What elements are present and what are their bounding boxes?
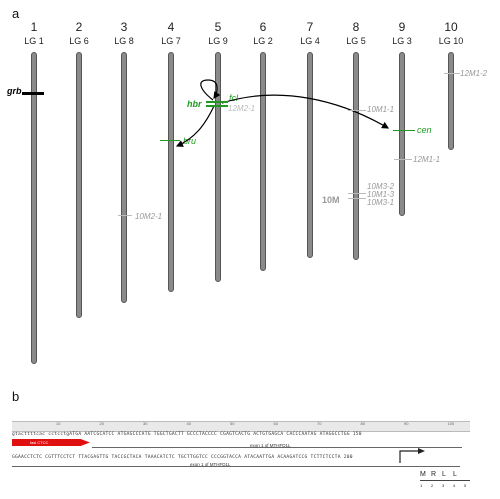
gene-fcl-label: fcl — [229, 93, 238, 103]
amino-acid-number-1: 1 — [420, 483, 423, 488]
chromosome-10 — [448, 52, 454, 150]
marker-12M2-1-label: 12M2-1 — [228, 104, 256, 113]
chromosome-6 — [260, 52, 266, 271]
amino-acid-4: L — [453, 471, 457, 478]
gene-grb-label: grb — [7, 86, 22, 96]
linkage-group-label-3: LG 8 — [114, 36, 134, 46]
ruler-tick-90: 90 — [404, 421, 409, 426]
linkage-group-label-5: LG 9 — [208, 36, 228, 46]
marker-10M1-1-tick — [348, 110, 366, 111]
chromosome-number-3: 3 — [120, 20, 128, 34]
marker-10M3-1-label: 10M3-1 — [367, 198, 395, 207]
insertion-label: fasl CTCC — [30, 440, 49, 445]
chromosome-5 — [215, 52, 221, 282]
ruler-tick-80: 80 — [360, 421, 365, 426]
chromosome-number-8: 8 — [352, 20, 360, 34]
fcl-locus-bar — [206, 105, 228, 107]
chromosome-2 — [76, 52, 82, 318]
chromosome-number-7: 7 — [306, 20, 314, 34]
chromosome-number-10: 10 — [444, 20, 458, 34]
marker-12M1-2-label: 12M1-2 — [460, 69, 488, 78]
marker-10M1-1-label: 10M1-1 — [367, 105, 395, 114]
bru-locus-tick — [160, 140, 180, 141]
amino-acid-number-5: 5 — [464, 483, 467, 488]
marker-10M2-1-label: 10M2-1 — [135, 212, 163, 221]
marker-10M2-1-tick — [118, 215, 132, 216]
chromosome-3 — [121, 52, 127, 303]
chromosome-9 — [399, 52, 405, 216]
ruler-tick-40: 40 — [186, 421, 191, 426]
chromosome-8 — [353, 52, 359, 260]
marker-10M-tick-1 — [348, 193, 366, 194]
panel-b-label: b — [12, 389, 20, 404]
amino-acid-number-4: 4 — [453, 483, 456, 488]
chromosome-number-6: 6 — [259, 20, 267, 34]
marker-10M-label: 10M — [322, 195, 340, 205]
amino-acid-2: R — [431, 471, 437, 478]
marker-10M3-2-label: 10M3-2 — [367, 182, 395, 191]
ruler-tick-70: 70 — [317, 421, 322, 426]
chromosome-number-2: 2 — [75, 20, 83, 34]
linkage-group-label-4: LG 7 — [161, 36, 181, 46]
gene-bru-label: bru — [183, 136, 197, 146]
ruler-tick-50: 50 — [230, 421, 235, 426]
exon-label-2: exon 1 of MTHFD1L — [190, 462, 231, 467]
amino-acid-number-3: 3 — [442, 483, 445, 488]
insertion-arrow — [12, 439, 90, 446]
chromosome-number-5: 5 — [214, 20, 222, 34]
linkage-group-label-2: LG 6 — [69, 36, 89, 46]
linkage-group-label-1: LG 1 — [24, 36, 44, 46]
chromosome-number-1: 1 — [30, 20, 38, 34]
marker-10M1-3-label: 10M1-3 — [367, 190, 395, 199]
panel-a-label: a — [12, 6, 20, 21]
gene-cen-label: cen — [417, 125, 432, 135]
protein-translation — [420, 471, 480, 493]
chromosome-7 — [307, 52, 313, 258]
sequence-line-1: gtacttttcac cctcctgATGA AATCGCATCC ATGAGCCCATG TGGCTGACTT GCCCTACCCC CGAGTCACTG ACTGTGAGCA CACCCAATAG ATAGGCCTGG 150 — [12, 432, 362, 437]
cen-locus-tick — [393, 130, 415, 131]
amino-acid-number-2: 2 — [431, 483, 434, 488]
amino-acid-1: M — [420, 471, 426, 478]
gene-hbr-label: hbr — [187, 99, 202, 109]
marker-12M1-1-tick — [394, 159, 412, 160]
chromosome-1 — [31, 52, 37, 364]
hbr-locus-bar — [206, 101, 228, 103]
linkage-group-label-10: LG 10 — [438, 36, 464, 46]
linkage-group-label-8: LG 5 — [346, 36, 366, 46]
marker-10M-tick-2 — [348, 198, 366, 199]
sequence-line-2: GGAACCTCTC CGTTTCCTCT TTACGAGTTG TACCGCTACA TAAACATCTC TGCTTGGTCC CCCGGTACCA ATACAATTGA ACAAGATCCG TCTTCTCCTA 200 — [12, 455, 353, 460]
linkage-group-label-6: LG 2 — [253, 36, 273, 46]
grb-locus-bar — [22, 92, 44, 95]
exon-line-2 — [12, 466, 460, 467]
protein-underline — [420, 480, 470, 481]
ruler-tick-60: 60 — [273, 421, 278, 426]
ruler-tick-10: 10 — [56, 421, 61, 426]
marker-12M1-1-label: 12M1-1 — [413, 155, 441, 164]
ruler-tick-100: 100 — [447, 421, 455, 426]
sequence-ruler — [12, 421, 470, 432]
chromosome-number-4: 4 — [167, 20, 175, 34]
ruler-tick-20: 20 — [99, 421, 104, 426]
linkage-group-label-7: LG 4 — [300, 36, 320, 46]
chromosome-4 — [168, 52, 174, 292]
chromosome-number-9: 9 — [398, 20, 406, 34]
ruler-tick-30: 30 — [143, 421, 148, 426]
linkage-group-label-9: LG 3 — [392, 36, 412, 46]
amino-acid-3: L — [442, 471, 446, 478]
marker-12M1-2-tick — [444, 73, 460, 74]
exon-label-1: exon 1 of MTHFD1L — [250, 443, 291, 448]
start-codon-arrow-icon — [398, 448, 428, 464]
